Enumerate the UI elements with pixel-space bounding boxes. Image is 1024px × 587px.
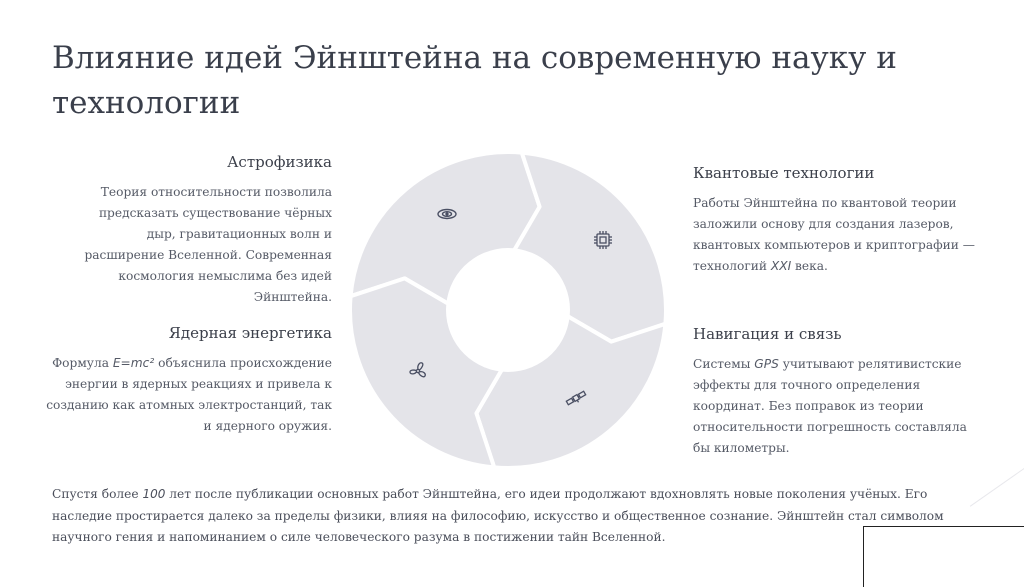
navigation-text	[693, 354, 978, 459]
summary-pre: Спустя более	[52, 487, 143, 501]
quantum-text-post: века.	[791, 259, 828, 273]
formula: E=mc²	[112, 356, 155, 370]
nuclear-energy-text	[40, 353, 332, 437]
nuclear-text-post: объяснила происхождение энергии в ядерных реакциях и привела к созданию как атомных электростанций, так и ядерного оружия.	[46, 356, 332, 433]
astrophysics-block	[70, 152, 332, 308]
quantum-text-pre: Работы Эйнштейна по квантовой теории заложили основу для создания лазеров, квантовых компьютеров и криптографии — технологий	[693, 196, 975, 273]
nuclear-text-pre: Формула	[52, 356, 113, 370]
quantum-tech-block	[693, 163, 978, 277]
summary-post: лет после публикации основных работ Эйнштейна, его идеи продолжают вдохновлять новые поколения учёных. Его наследие простирается далеко за пределы физики, влияя на философию, искусство и общественное сознание. Эйнштейн стал символом научного гения и напоминанием о силе человеческого разума в постижении тайн Вселенной.	[52, 487, 944, 544]
nuclear-energy-block	[40, 323, 332, 437]
corner-frame	[863, 526, 1024, 587]
navigation-text-pre: Системы	[693, 357, 755, 371]
page-title: Влияние идей Эйнштейна на современную науку и технологии	[52, 40, 897, 121]
navigation-text-post: учитывают релятивистские эффекты для точного определения координат. Без поправок из теории относительности погрешность составляла бы километры.	[693, 357, 967, 455]
astrophysics-text: Теория относительности позволила предсказать существование чёрных дыр, гравитационных волн и расширение Вселенной. Современная космология немыслима без идей Эйнштейна.	[84, 185, 332, 304]
nuclear-energy-heading: Ядерная энергетика	[168, 324, 332, 342]
astrophysics-heading: Астрофизика	[227, 153, 332, 171]
summary-number: 100	[142, 487, 166, 501]
quantum-tech-text	[693, 193, 978, 277]
summary-paragraph	[52, 484, 972, 549]
navigation-block	[693, 324, 978, 459]
century: XXI	[770, 259, 792, 273]
cycle-center-hole	[446, 248, 570, 372]
quantum-tech-heading: Квантовые технологии	[693, 164, 875, 182]
navigation-heading: Навигация и связь	[693, 325, 842, 343]
gps-term: GPS	[754, 357, 779, 371]
